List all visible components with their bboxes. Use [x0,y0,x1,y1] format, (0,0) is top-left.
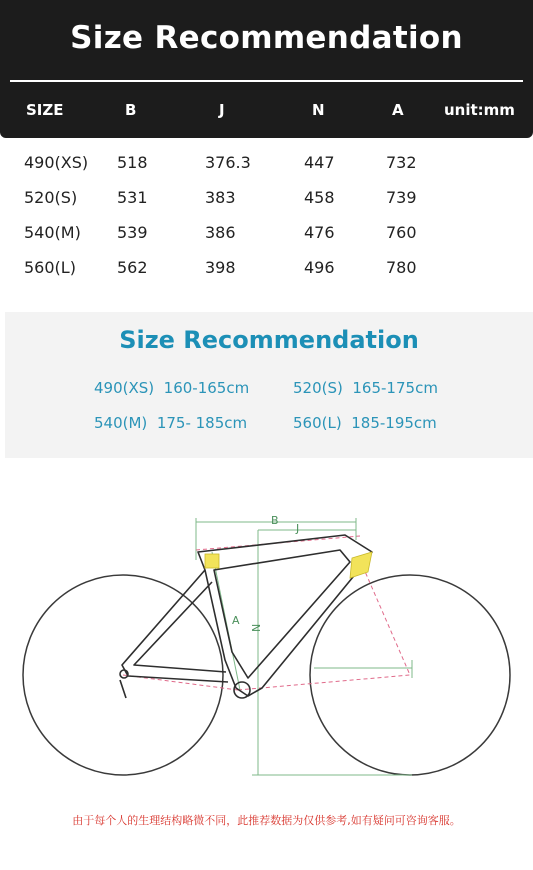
column-size: SIZE [26,101,64,119]
cell-a: 739 [386,188,417,207]
table-row [0,153,533,183]
cell-n: 447 [304,153,335,172]
recommendation-item: 520(S) 165-175cm [293,379,438,397]
cell-size: 520(S) [24,188,78,207]
label-n: N [250,623,263,632]
recommendation-panel [5,312,533,458]
cell-a: 732 [386,153,417,172]
cell-size: 560(L) [24,258,76,277]
head-tube-highlight [350,552,372,578]
column-unit: unit:mm [444,101,515,119]
measurement-lines [196,518,412,775]
cell-n: 458 [304,188,335,207]
table-row [0,188,533,218]
label-b: B [271,514,279,527]
cell-j: 376.3 [205,153,251,172]
cell-n: 496 [304,258,335,277]
column-n: N [312,101,325,119]
cell-j: 386 [205,223,236,242]
recommendation-item: 560(L) 185-195cm [293,414,437,432]
cell-a: 760 [386,223,417,242]
table-header [0,0,533,138]
cell-j: 383 [205,188,236,207]
label-j: J [296,522,300,535]
table-row [0,223,533,253]
disclaimer-note: 由于每个人的生理结构略微不同，此推荐数据为仅供参考,如有疑问可咨询客服。 [72,814,461,827]
cell-b: 531 [117,188,148,207]
recommendation-item: 490(XS) 160-165cm [94,379,250,397]
cell-b: 539 [117,223,148,242]
cell-a: 780 [386,258,417,277]
header-divider [10,80,523,82]
table-row [0,258,533,288]
column-j: J [219,101,225,119]
frame [120,535,372,698]
recommendation-item: 540(M) 175- 185cm [94,414,248,432]
cell-b: 518 [117,153,148,172]
column-b: B [125,101,137,119]
front-wheel [310,575,510,775]
cell-b: 562 [117,258,148,277]
label-a: A [232,614,240,627]
cell-n: 476 [304,223,335,242]
bike-frame-diagram [0,500,533,800]
column-a: A [392,101,404,119]
cell-size: 490(XS) [24,153,89,172]
recommendation-title: Size Recommendation [119,326,419,354]
cell-size: 540(M) [24,223,81,242]
header-title: Size Recommendation [70,20,463,56]
cell-j: 398 [205,258,236,277]
seat-tube-highlight [205,554,219,568]
